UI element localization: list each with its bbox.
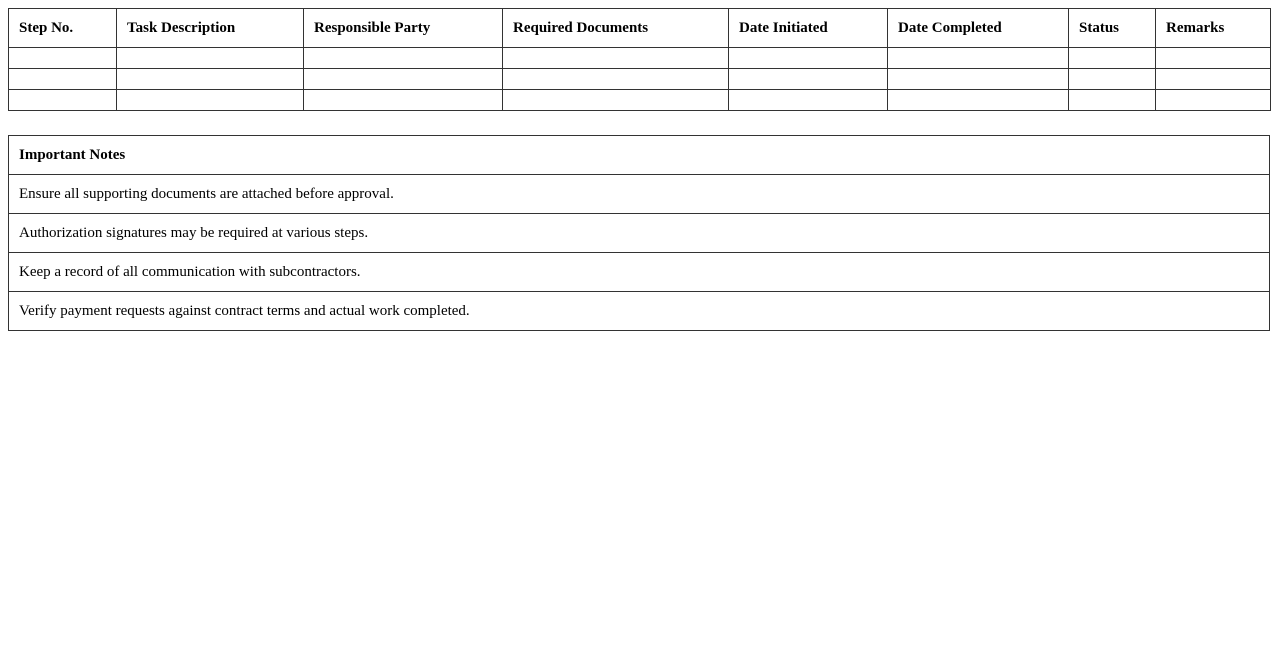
table-cell[interactable] bbox=[304, 48, 503, 69]
table-cell[interactable] bbox=[1069, 90, 1156, 111]
table-cell[interactable] bbox=[9, 69, 117, 90]
table-cell[interactable] bbox=[117, 90, 304, 111]
table-cell[interactable] bbox=[1156, 69, 1271, 90]
note-row bbox=[9, 253, 1270, 292]
column-header-task-description: Task Description bbox=[117, 9, 304, 48]
table-row bbox=[9, 48, 1271, 69]
table-cell[interactable] bbox=[503, 90, 729, 111]
notes-header-row bbox=[9, 136, 1270, 175]
table-cell[interactable] bbox=[1156, 48, 1271, 69]
column-header-responsible-party: Responsible Party bbox=[304, 9, 503, 48]
column-header-step-no: Step No. bbox=[9, 9, 117, 48]
table-cell[interactable] bbox=[503, 69, 729, 90]
table-cell[interactable] bbox=[9, 90, 117, 111]
important-notes-table bbox=[8, 135, 1270, 331]
note-item: Ensure all supporting documents are attached before approval. bbox=[9, 175, 1270, 214]
table-cell[interactable] bbox=[117, 69, 304, 90]
notes-heading: Important Notes bbox=[9, 136, 1270, 175]
table-cell[interactable] bbox=[729, 69, 888, 90]
table-cell[interactable] bbox=[9, 48, 117, 69]
table-cell[interactable] bbox=[117, 48, 304, 69]
table-cell[interactable] bbox=[888, 69, 1069, 90]
note-item: Keep a record of all communication with subcontractors. bbox=[9, 253, 1270, 292]
column-header-status: Status bbox=[1069, 9, 1156, 48]
table-cell[interactable] bbox=[888, 48, 1069, 69]
table-cell[interactable] bbox=[304, 69, 503, 90]
column-header-date-completed: Date Completed bbox=[888, 9, 1069, 48]
table-cell[interactable] bbox=[1156, 90, 1271, 111]
note-item: Verify payment requests against contract terms and actual work completed. bbox=[9, 292, 1270, 331]
table-cell[interactable] bbox=[729, 90, 888, 111]
table-header-row bbox=[9, 9, 1271, 48]
note-row bbox=[9, 175, 1270, 214]
note-row bbox=[9, 214, 1270, 253]
table-row bbox=[9, 90, 1271, 111]
column-header-date-initiated: Date Initiated bbox=[729, 9, 888, 48]
column-header-required-documents: Required Documents bbox=[503, 9, 729, 48]
note-item: Authorization signatures may be required at various steps. bbox=[9, 214, 1270, 253]
table-cell[interactable] bbox=[503, 48, 729, 69]
process-tracker-table bbox=[8, 8, 1271, 111]
note-row bbox=[9, 292, 1270, 331]
column-header-remarks: Remarks bbox=[1156, 9, 1271, 48]
table-cell[interactable] bbox=[1069, 69, 1156, 90]
table-cell[interactable] bbox=[1069, 48, 1156, 69]
table-cell[interactable] bbox=[304, 90, 503, 111]
table-row bbox=[9, 69, 1271, 90]
table-cell[interactable] bbox=[729, 48, 888, 69]
table-cell[interactable] bbox=[888, 90, 1069, 111]
